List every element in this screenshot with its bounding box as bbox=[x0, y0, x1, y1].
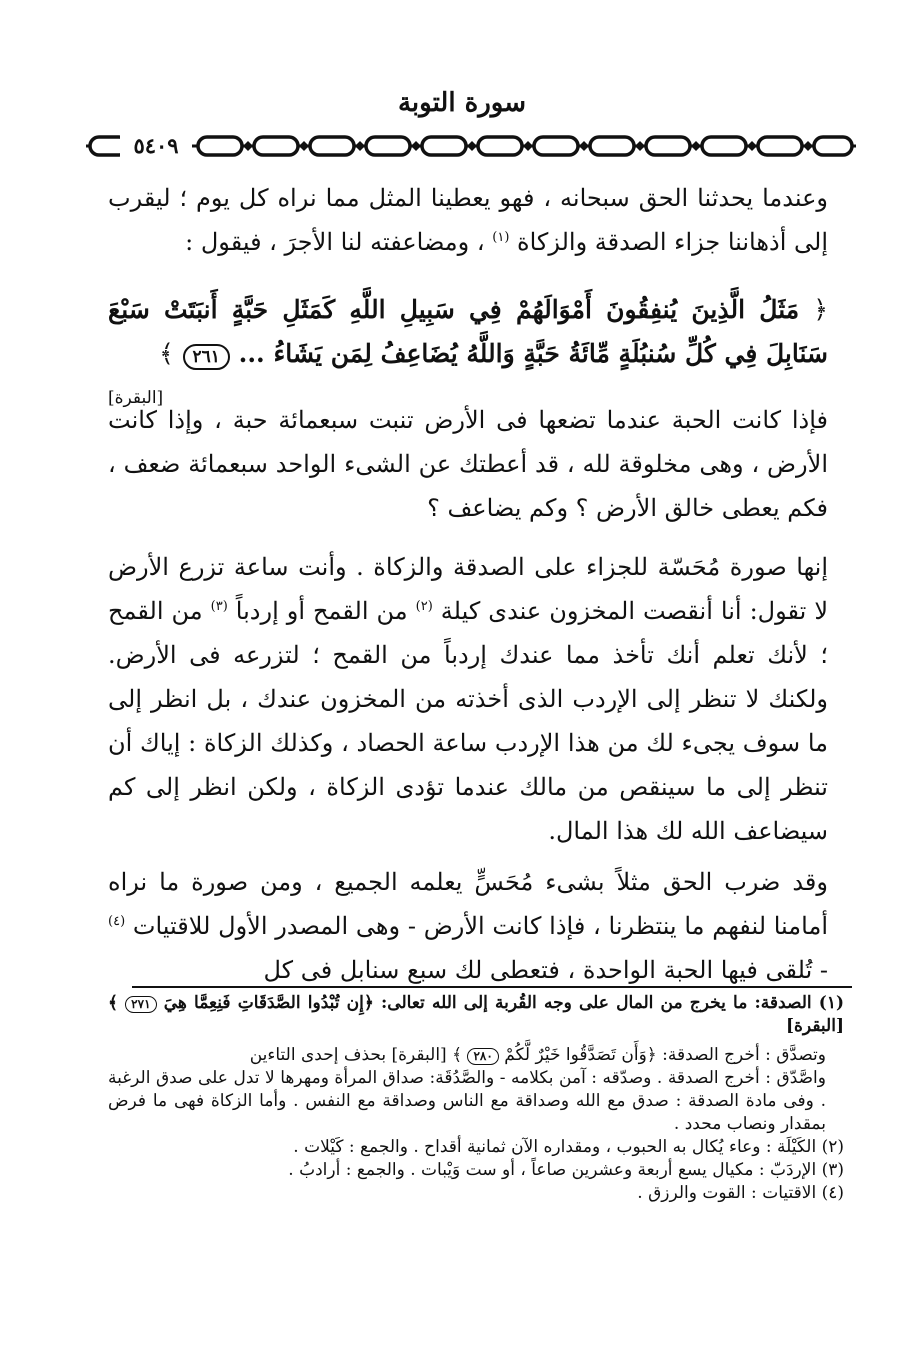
footnote-verse-number: ٢٧١ bbox=[125, 996, 156, 1013]
footnote-2: (٢) الكَيْلَة : وعاء يُكال به الحبوب ، ومقداره الآن ثمانية أقداح . والجمع : كَيْلات . bbox=[293, 1137, 844, 1157]
paragraph-2 bbox=[108, 398, 828, 530]
footnote-marker: (٢) bbox=[415, 599, 433, 614]
footnote-marker: (٣) bbox=[210, 599, 228, 614]
footnote-1-text: (١) الصدقة: ما يخرج من المال على وجه القُربة إلى الله تعالى: ﴿إِن تُبْدُوا الصَّدَقَاتِ فَنِعِمَّا هِيَ bbox=[163, 993, 845, 1013]
ornamental-header-band bbox=[86, 132, 856, 160]
paragraph-text: من القمح ؛ لأنك تعلم أنك تأخذ مما عندك إردباً من القمح ؛ لتزرعه فى الأرض. ولكنك لا تنظر إلى الإردب الذى أخذته من المخزون عندك ، بل انظر إلى ما سوف يجىء لك من هذا الإردب ساعة الحصاد ، وكذلك الزكاة : إياك أن تنظر إلى ما سينقص من مالك عندما تؤدى الزكاة ، ولكن انظر إلى كم سيضاعف الله لك هذا المال. bbox=[108, 597, 829, 845]
paragraph-text: ، ومضاعفته لنا الأجرَ ، فيقول : bbox=[185, 228, 485, 256]
surah-title: سورة التوبة bbox=[397, 88, 527, 118]
verse-text: مَثَلُ الَّذِينَ يُنفِقُونَ أَمْوَالَهُمْ فِي سَبِيلِ اللَّهِ كَمَثَلِ حَبَّةٍ أَنبَتَتْ سَبْعَ سَنَابِلَ فِي كُلِّ سُنبُلَةٍ مِّائَةُ حَبَّةٍ وَاللَّهُ يُضَاعِفُ لِمَن يَشَاءُ ... bbox=[108, 295, 828, 368]
footnote-marker: (٤) bbox=[108, 914, 126, 929]
verse-close-bracket: ﴾ bbox=[159, 339, 174, 368]
chain-ornament-icon bbox=[86, 132, 856, 160]
paragraph-text: فإذا كانت الحبة عندما تضعها فى الأرض تنبت سبعمائة حبة ، وإذا كانت الأرض ، وهى مخلوقة لله ، قد أعطتك عن الشىء الواحد سبعمائة ضعف ، فكم يعطى خالق الأرض ؟ وكم يضاعف ؟ bbox=[108, 406, 828, 522]
page-number: ٥٤٠٩ bbox=[120, 134, 192, 158]
paragraph-text: من القمح أو إردباً bbox=[235, 597, 408, 625]
footnote-1-definition: واصَّدّق : أخرج الصدقة . وصدّقه : آمن بكلامه - والصَّدُقَة: صداق المرأة ومهرها لا تدل على صدق الرغبة . وفى مادة الصدقة : صدق مع الله وصداقة مع الناس وصداقة مع النفس . وأما الزكاة فهى ما فرض بمقدار ونصاب محدد . bbox=[108, 1068, 826, 1134]
paragraph-4 bbox=[108, 860, 828, 992]
surah-reference: [البقرة] bbox=[108, 388, 164, 408]
footnotes bbox=[108, 992, 844, 1205]
footnote-verse-number: ٢٨٠ bbox=[467, 1048, 498, 1065]
paragraph-3 bbox=[108, 545, 828, 853]
paragraph-1 bbox=[108, 176, 828, 264]
verse-open-bracket: ﴿ bbox=[813, 295, 828, 324]
paragraph-text: وعندما يحدثنا الحق سبحانه ، فهو يعطينا المثل مما نراه كل يوم ؛ ليقرب إلى أذهاننا جزاء الصدقة والزكاة bbox=[108, 184, 828, 256]
footnote-1-continued: ﴾ [البقرة] بحذف إحدى التاءين bbox=[249, 1045, 463, 1065]
footnote-marker: (١) bbox=[492, 230, 510, 245]
footnote-divider bbox=[132, 986, 852, 988]
paragraph-text: وقد ضرب الحق مثلاً بشىء مُحَسٍّ يعلمه الجميع ، ومن صورة ما نراه أمامنا لنفهم ما ينتظرنا ، فإذا كانت الأرض - وهى المصدر الأول للاقتيات bbox=[108, 868, 828, 940]
verse-number: ٢٦١ bbox=[183, 344, 230, 370]
paragraph-text: - تُلقى فيها الحبة الواحدة ، فتعطى لك سبع سنابل فى كل bbox=[263, 956, 828, 984]
footnote-4: (٤) الاقتيات : القوت والرزق . bbox=[637, 1183, 844, 1203]
footnote-3: (٣) الإردَبّ : مكيال يسع أربعة وعشرين صاعاً ، أو ست وَيْبات . والجمع : أرادبُ . bbox=[288, 1160, 844, 1180]
paragraph-text: إنها صورة مُحَسّة للجزاء على الصدقة والزكاة . وأنت ساعة تزرع الأرض لا تقول: أنا أنقصت المخزون عندى كيلة bbox=[108, 553, 829, 625]
footnote-1-continued: وتصدَّق : أخرج الصدقة: ﴿وَأَن تَصَدَّقُوا خَيْرٌ لَّكُمْ bbox=[504, 1045, 826, 1065]
footnote-1-ref: ﴾ [البقرة] bbox=[108, 993, 844, 1036]
